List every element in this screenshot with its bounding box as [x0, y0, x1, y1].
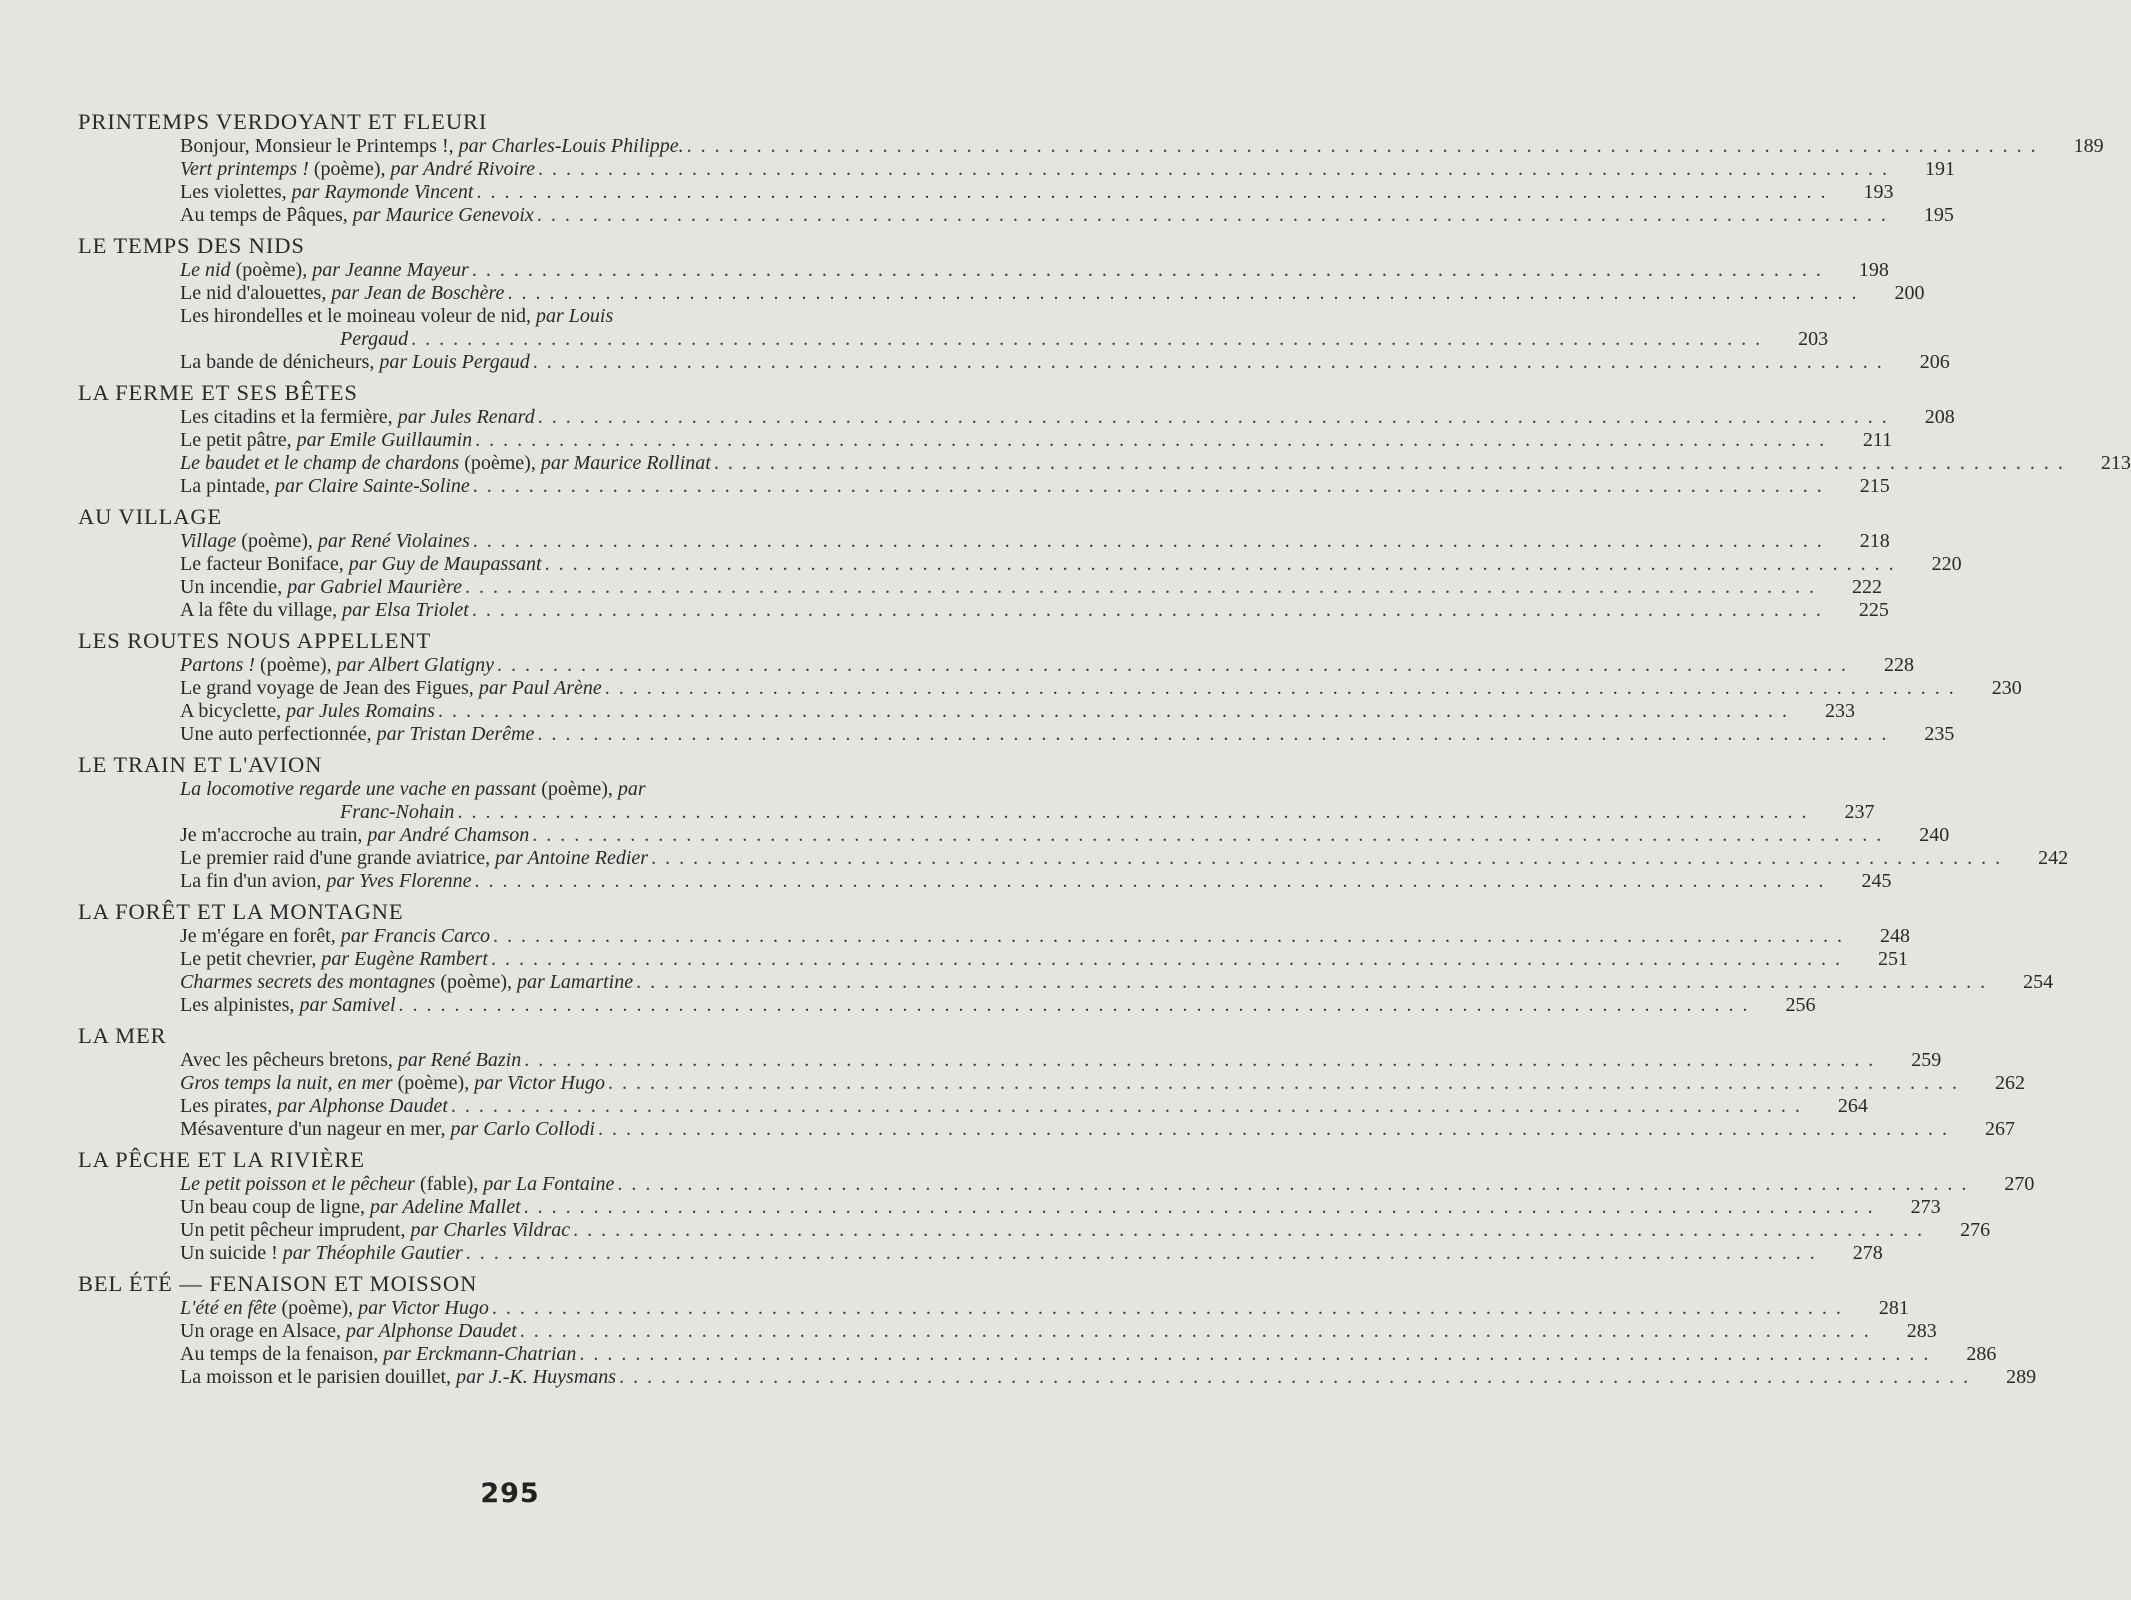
entry-page: 281 [1878, 1297, 1909, 1319]
toc-entry [180, 824, 1950, 847]
entry-title: Le petit poisson et le pêcheur [180, 1173, 415, 1195]
entry-page: 237 [1844, 801, 1875, 823]
toc-section [76, 1271, 2037, 1389]
entry-author: par Alphonse Daudet [277, 1095, 448, 1117]
toc-entry [180, 1173, 2035, 1196]
dot-leader [466, 1242, 1817, 1265]
entry-page: 198 [1858, 259, 1889, 281]
entry-author: par Albert Glatigny [336, 654, 495, 676]
toc-entry-continuation [180, 801, 1875, 824]
entry-page: 273 [1910, 1196, 1941, 1218]
toc-section [76, 380, 2131, 498]
entry-title: Bonjour, Monsieur le Printemps !, [180, 135, 454, 157]
dot-leader [473, 475, 1824, 498]
entry-page: 228 [1884, 654, 1915, 676]
entry-page: 289 [2006, 1366, 2037, 1388]
entry-page: 189 [2073, 135, 2104, 157]
toc-entry [180, 1118, 2015, 1141]
entry-page: 259 [1911, 1049, 1942, 1071]
dot-leader [465, 576, 1816, 599]
toc-entry [180, 1366, 2037, 1389]
dot-leader [538, 406, 1889, 429]
toc-entry [180, 847, 2069, 870]
dot-leader [619, 1366, 1970, 1389]
entry-page: 211 [1862, 429, 1893, 451]
entry-title: Village [180, 530, 237, 552]
section-title: LE TRAIN ET L'AVION [78, 752, 323, 777]
entry-author: par Alphonse Daudet [346, 1320, 517, 1342]
entry-title: Gros temps la nuit, en mer [180, 1072, 393, 1094]
entry-title: Les pirates, [180, 1095, 273, 1117]
page-number: 295 [480, 1478, 540, 1509]
entry-page: 286 [1966, 1343, 1997, 1365]
entry-author: par Louis [536, 305, 614, 327]
entry-author: par Charles Vildrac [410, 1219, 571, 1241]
entry-author: par Elsa Triolet [342, 599, 469, 621]
entry-title: Les citadins et la fermière, [180, 406, 393, 428]
section-title: BEL ÉTÉ — FENAISON ET MOISSON [78, 1271, 478, 1296]
table-of-contents [76, 109, 2131, 1395]
entry-title: Le grand voyage de Jean des Figues, [180, 677, 474, 699]
toc-entry [180, 948, 1908, 971]
entry-page: 203 [1798, 328, 1829, 350]
entry-title: Le baudet et le champ de chardons [180, 452, 460, 474]
entry-author: par Carlo Collodi [450, 1118, 595, 1140]
toc-section [76, 504, 1962, 622]
entry-title: La moisson et le parisien douillet, [180, 1366, 452, 1388]
entry-title: Le facteur Boniface, [180, 553, 344, 575]
toc-entry [180, 429, 1893, 452]
entry-note: (fable), [419, 1173, 479, 1195]
entry-author: par Victor Hugo [358, 1297, 489, 1319]
entry-page: 191 [1924, 158, 1955, 180]
entry-note: (poème), [281, 1297, 354, 1319]
entry-title: Un incendie, [180, 576, 283, 598]
toc-entry [180, 677, 2022, 700]
entry-author: par Jules Romains [286, 700, 435, 722]
entry-page: 233 [1824, 700, 1855, 722]
entry-author: par Yves Florenne [326, 870, 472, 892]
toc-section [76, 1147, 2035, 1265]
entry-title: Vert printemps ! [180, 158, 309, 180]
entry-author: par Adeline Mallet [369, 1196, 521, 1218]
entry-page: 254 [2023, 971, 2054, 993]
dot-leader [491, 948, 1842, 971]
dot-leader [524, 1049, 1875, 1072]
entry-page: 256 [1785, 994, 1816, 1016]
toc-entry [180, 1219, 1991, 1242]
entry-title: Les violettes, [180, 181, 287, 203]
toc-entry [180, 700, 1855, 723]
toc-entry [180, 406, 1955, 429]
entry-note: (poème), [397, 1072, 470, 1094]
entry-author-continued: Pergaud [340, 328, 409, 350]
entry-author: par La Fontaine [483, 1173, 615, 1195]
toc-entry [180, 870, 1892, 893]
entry-author: par [617, 778, 646, 800]
entry-title: Un orage en Alsace, [180, 1320, 342, 1342]
entry-note: (poème), [464, 452, 536, 474]
dot-leader [617, 1173, 1968, 1196]
toc-entry [180, 971, 2054, 994]
toc-entry [180, 599, 1889, 622]
entry-title: L'été en fête [180, 1297, 277, 1319]
toc-section [76, 752, 2069, 893]
entry-page: 245 [1861, 870, 1892, 892]
entry-title: Le nid [180, 259, 231, 281]
toc-entry [180, 1196, 1941, 1219]
entry-note: (poème), [313, 158, 386, 180]
entry-author: par Jean de Boschère [331, 282, 505, 304]
entry-author: par Jules Renard [397, 406, 535, 428]
dot-leader [687, 135, 2038, 158]
entry-page: 278 [1852, 1242, 1883, 1264]
dot-leader [532, 824, 1883, 847]
entry-author: par Francis Carco [340, 925, 491, 947]
entry-author: par J.-K. Huysmans [456, 1366, 617, 1388]
entry-title: Le petit pâtre, [180, 429, 292, 451]
toc-entry [180, 351, 1950, 374]
entry-title: A bicyclette, [180, 700, 282, 722]
dot-leader [472, 599, 1823, 622]
toc-entry [180, 282, 1925, 305]
toc-entry [180, 654, 1915, 677]
dot-leader [475, 870, 1826, 893]
entry-author-continued: Franc-Nohain [340, 801, 455, 823]
entry-title: Le premier raid d'une grande aviatrice, [180, 847, 491, 869]
dot-leader [579, 1343, 1930, 1366]
entry-page: 208 [1924, 406, 1955, 428]
dot-leader [493, 925, 1844, 948]
entry-page: 251 [1878, 948, 1908, 970]
entry-author: par André Rivoire [390, 158, 535, 180]
entry-author: par Claire Sainte-Soline [274, 475, 470, 497]
entry-author: par André Chamson [367, 824, 530, 846]
entry-title: La bande de dénicheurs, [180, 351, 375, 373]
entry-title: Un suicide ! [180, 1242, 278, 1264]
dot-leader [399, 994, 1750, 1017]
dot-leader [651, 847, 2002, 870]
toc-entry [180, 135, 2104, 158]
entry-page: 276 [1960, 1219, 1991, 1241]
toc-entry [180, 1297, 1909, 1320]
entry-title: La fin d'un avion, [180, 870, 322, 892]
entry-page: 193 [1863, 181, 1894, 203]
section-title: LES ROUTES NOUS APPELLENT [78, 628, 432, 653]
toc-entry [180, 1343, 1997, 1366]
toc-entry [180, 994, 1816, 1017]
toc-section [76, 233, 1950, 374]
entry-page: 195 [1923, 204, 1954, 226]
dot-leader [473, 530, 1824, 553]
dot-leader [475, 429, 1826, 452]
section-title: AU VILLAGE [78, 504, 223, 529]
entry-author: par Théophile Gautier [282, 1242, 463, 1264]
entry-author: par Louis Pergaud [379, 351, 530, 373]
dot-leader [438, 700, 1789, 723]
entry-author: par Gabriel Maurière [287, 576, 462, 598]
dot-leader [497, 654, 1848, 677]
entry-title: Le petit chevrier, [180, 948, 317, 970]
toc-entry [180, 1072, 2025, 1095]
entry-title: Les hirondelles et le moineau voleur de nid, [180, 305, 532, 327]
section-title: PRINTEMPS VERDOYANT ET FLEURI [78, 109, 488, 134]
entry-page: 206 [1919, 351, 1950, 373]
toc-entry [180, 204, 1954, 227]
entry-page: 220 [1931, 553, 1962, 575]
dot-leader [533, 351, 1884, 374]
entry-title: Partons ! [180, 654, 255, 676]
toc-entry [180, 1242, 1883, 1265]
entry-title: Charmes secrets des montagnes [180, 971, 436, 993]
entry-title: Le nid d'alouettes, [180, 282, 327, 304]
entry-page: 222 [1851, 576, 1882, 598]
toc-entry [180, 723, 1955, 746]
dot-leader [545, 553, 1896, 576]
entry-page: 213 [2100, 452, 2131, 474]
dot-leader [608, 1072, 1959, 1095]
entry-author: par Guy de Maupassant [348, 553, 542, 575]
entry-page: 225 [1858, 599, 1889, 621]
entry-page: 240 [1919, 824, 1950, 846]
entry-title: Un petit pêcheur imprudent, [180, 1219, 406, 1241]
toc-entry [180, 181, 1894, 204]
toc-entry [180, 305, 976, 328]
toc-entry [180, 530, 1890, 553]
toc-entry [180, 925, 1911, 948]
dot-leader [411, 328, 1762, 351]
entry-title: Mésaventure d'un nageur en mer, [180, 1118, 446, 1140]
toc-entry [180, 475, 1890, 498]
toc-section [76, 899, 2054, 1017]
section-title: LA FERME ET SES BÊTES [78, 380, 358, 405]
section-title: LA PÊCHE ET LA RIVIÈRE [78, 1147, 365, 1172]
dot-leader [507, 282, 1858, 305]
toc-entry [180, 1049, 1942, 1072]
section-title: LA MER [78, 1023, 167, 1048]
dot-leader [537, 204, 1888, 227]
toc-entry [180, 553, 1962, 576]
entry-page: 267 [1984, 1118, 2015, 1140]
entry-page: 230 [1991, 677, 2022, 699]
entry-title: Une auto perfectionnée, [180, 723, 372, 745]
entry-page: 264 [1837, 1095, 1868, 1117]
entry-page: 283 [1906, 1320, 1937, 1342]
entry-page: 215 [1859, 475, 1890, 497]
entry-page: 248 [1880, 925, 1911, 947]
toc-entry [180, 158, 1955, 181]
dot-leader [598, 1118, 1949, 1141]
dot-leader [538, 158, 1889, 181]
toc-entry [180, 452, 2131, 475]
entry-title: La pintade, [180, 475, 270, 497]
entry-title: Je m'égare en forêt, [180, 925, 336, 947]
toc-entry [180, 1320, 1937, 1343]
section-title: LE TEMPS DES NIDS [78, 233, 305, 258]
toc-entry [180, 1095, 1868, 1118]
entry-author: par Samivel [299, 994, 396, 1016]
entry-note: (poème), [440, 971, 512, 993]
entry-title: Au temps de Pâques, [180, 204, 348, 226]
entry-author: par Emile Guillaumin [296, 429, 473, 451]
entry-title: Un beau coup de ligne, [180, 1196, 365, 1218]
entry-title: Au temps de la fenaison, [180, 1343, 379, 1365]
dot-leader [636, 971, 1987, 994]
entry-author: par Lamartine [516, 971, 634, 993]
entry-page: 235 [1924, 723, 1955, 745]
dot-leader [472, 259, 1823, 282]
entry-page: 242 [2038, 847, 2069, 869]
entry-author: par René Bazin [397, 1049, 522, 1071]
toc-section [76, 1023, 2025, 1141]
entry-author: par Raymonde Vincent [291, 181, 474, 203]
section-title: LA FORÊT ET LA MONTAGNE [78, 899, 404, 924]
entry-title: Je m'accroche au train, [180, 824, 363, 846]
entry-title: La locomotive regarde une vache en passant [180, 778, 537, 800]
dot-leader [573, 1219, 1924, 1242]
dot-leader [524, 1196, 1875, 1219]
entry-author: par Jeanne Mayeur [312, 259, 469, 281]
dot-leader [492, 1297, 1843, 1320]
toc-entry [180, 778, 976, 801]
entry-author: par Tristan Derême [376, 723, 535, 745]
entry-author: par Antoine Redier [495, 847, 649, 869]
dot-leader [605, 677, 1956, 700]
entry-author: par Maurice Rollinat [540, 452, 711, 474]
entry-note: (poème), [260, 654, 332, 676]
toc-section [76, 628, 2022, 746]
dot-leader [476, 181, 1827, 204]
entry-note: (poème), [541, 778, 613, 800]
toc-entry [180, 259, 1889, 282]
entry-author: par Charles-Louis Philippe. [458, 135, 684, 157]
dot-leader [537, 723, 1888, 746]
entry-title: A la fête du village, [180, 599, 338, 621]
entry-author: par Erckmann-Chatrian [383, 1343, 577, 1365]
toc-entry-continuation [180, 328, 1829, 351]
entry-title: Avec les pêcheurs bretons, [180, 1049, 393, 1071]
toc-section [76, 109, 2104, 227]
dot-leader [457, 801, 1808, 824]
entry-author: par Paul Arène [478, 677, 602, 699]
entry-page: 218 [1859, 530, 1890, 552]
entry-author: par René Violaines [317, 530, 470, 552]
entry-author: par Maurice Genevoix [352, 204, 534, 226]
entry-title: Les alpinistes, [180, 994, 295, 1016]
dot-leader [451, 1095, 1802, 1118]
entry-author: par Eugène Rambert [321, 948, 488, 970]
entry-note: (poème), [241, 530, 313, 552]
entry-page: 200 [1894, 282, 1925, 304]
dot-leader [714, 452, 2065, 475]
dot-leader [520, 1320, 1871, 1343]
toc-entry [180, 576, 1882, 599]
entry-page: 262 [1994, 1072, 2025, 1094]
entry-author: par Victor Hugo [474, 1072, 605, 1094]
entry-page: 270 [2004, 1173, 2035, 1195]
entry-note: (poème), [235, 259, 308, 281]
